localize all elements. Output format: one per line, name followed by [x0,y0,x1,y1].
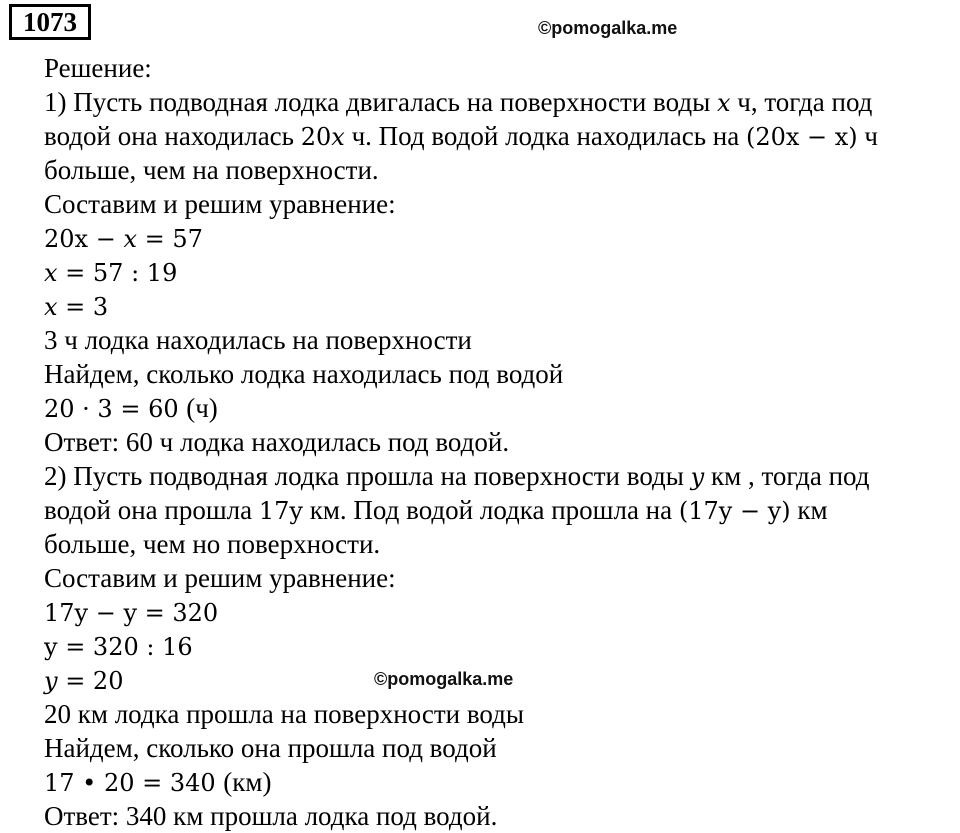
solution-line [44,221,954,255]
line-text: Найдем, сколько она прошла под водой [44,733,497,763]
solution-text [44,51,954,833]
line-text: ч. Под водой лодка находилась на [344,121,746,151]
line-text: ч [857,121,879,151]
solution-line [44,561,954,595]
math-expression: = 3 [57,293,109,321]
solution-line [44,493,954,527]
math-expression: x [123,225,137,253]
solution-line [44,697,954,731]
line-text: больше, чем на поверхности. [44,155,379,185]
solution-line [44,51,954,85]
solution-line [44,595,954,629]
math-expression: 20 [300,123,332,151]
math-expression: = 57 [137,225,203,253]
solution-line [44,765,954,799]
solution-line [44,391,954,425]
math-expression: y [44,667,58,695]
line-text: км [790,495,828,525]
math-expression: x [716,89,731,117]
math-expression: = 57 : 19 [57,259,178,287]
solution-line [44,357,954,391]
line-text: 3 ч лодка находилась на поверхности [44,325,472,355]
solution-line [44,323,954,357]
line-text: водой она прошла [44,495,259,525]
math-expression: y = 320 : 16 [44,633,193,661]
line-text: 2) Пусть подводная лодка прошла на поверхности воды [44,461,691,491]
line-text: Ответ: 60 ч лодка находилась под водой. [44,427,510,457]
math-expression: 17 • 20 = 340 [44,769,224,797]
solution-line [44,289,954,323]
solution-line [44,85,954,119]
line-text: км , тогда под [704,461,870,491]
solution-line [44,187,954,221]
solution-line [44,629,954,663]
line-text: Составим и решим уравнение: [44,563,396,593]
line-text: 20 км лодка прошла на поверхности воды [44,699,525,729]
solution-line [44,153,954,187]
line-text: Решение: [44,53,152,83]
solution-line [44,799,954,833]
math-expression: (20x − x) [745,123,858,151]
math-expression: 17y [258,497,303,525]
watermark-middle: ©pomogalka.me [374,669,514,689]
math-expression: x [44,259,58,287]
problem-number: 1073 [9,4,91,40]
solution-line [44,459,954,493]
solution-line [44,731,954,765]
line-text: Найдем, сколько лодка находилась под водой [44,359,564,389]
math-expression: x [331,123,345,151]
line-text: Составим и решим уравнение: [44,189,396,219]
line-text: (км) [223,767,272,797]
line-text: 1) Пусть подводная лодка двигалась на поверхности воды [44,87,717,117]
solution-line [44,425,954,459]
solution-line [44,527,954,561]
math-expression: 20 · 3 = 60 [44,395,187,423]
math-expression: x [44,293,58,321]
math-expression: 17y − y = 320 [44,599,219,627]
line-text: Ответ: 340 км прошла лодка под водой. [44,801,498,831]
solution-line [44,255,954,289]
line-text: км. Под водой лодка прошла на [302,495,679,525]
math-expression: y [690,463,705,491]
line-text: водой она находилась [44,121,301,151]
line-text: ч, тогда под [730,87,873,117]
line-text: больше, чем но поверхности. [44,529,381,559]
math-expression: (17y − y) [678,497,791,525]
watermark-top: ©pomogalka.me [538,18,678,38]
line-text: (ч) [186,393,218,423]
solution-line [44,119,954,153]
math-expression: 20x − [44,225,124,253]
math-expression: = 20 [57,667,124,695]
